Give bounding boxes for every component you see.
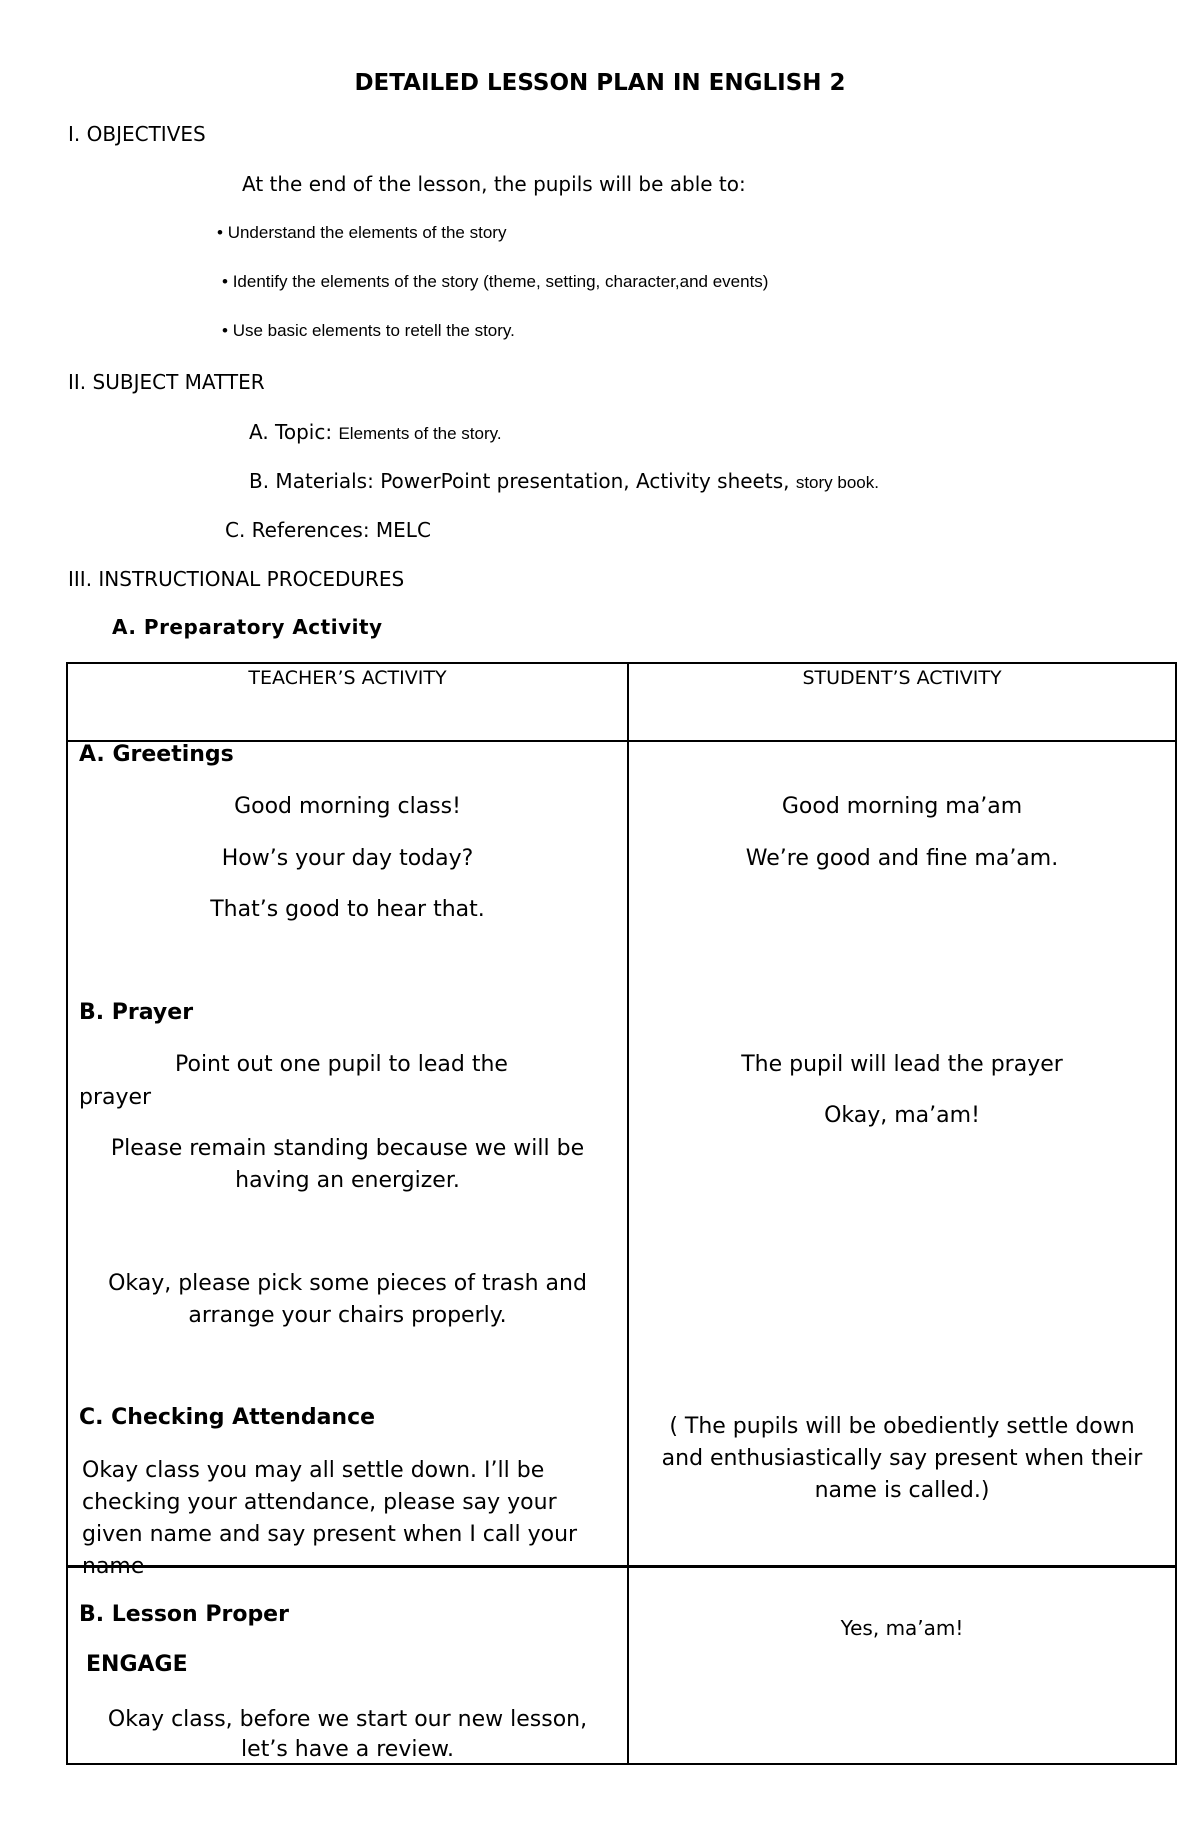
- prayer-teacher-2b: having an energizer.: [235, 1168, 460, 1193]
- prayer-heading: B. Prayer: [79, 1000, 194, 1025]
- greetings-student-1: Good morning ma’am: [781, 794, 1023, 819]
- attendance-heading: C. Checking Attendance: [79, 1405, 376, 1430]
- objective-bullet-3: [222, 321, 515, 341]
- page-title: DETAILED LESSON PLAN IN ENGLISH 2: [354, 70, 846, 96]
- lesson-teacher-1: Okay class, before we start our new lesson,: [107, 1707, 588, 1732]
- bullet-icon: •: [222, 272, 228, 291]
- bullet-icon: •: [217, 223, 223, 242]
- engage-heading: ENGAGE: [86, 1652, 188, 1677]
- objective-text: Understand the elements of the story: [227, 223, 507, 242]
- table-border-top: [66, 662, 1177, 664]
- greetings-student-2: We’re good and fine ma’am.: [745, 846, 1059, 871]
- table-border-left: [66, 662, 68, 1765]
- materials-label: B. Materials: PowerPoint presentation, Activity sheets,: [249, 469, 790, 493]
- topic-value: Elements of the story.: [338, 424, 502, 443]
- materials-line: [249, 469, 879, 493]
- attendance-teacher-1: Okay class you may all settle down. I’ll be: [82, 1458, 545, 1483]
- prayer-teacher-3b: arrange your chairs properly.: [188, 1303, 507, 1328]
- prayer-student-1: The pupil will lead the prayer: [741, 1052, 1063, 1077]
- prayer-teacher-1b: prayer: [79, 1085, 152, 1110]
- topic-line: [249, 420, 502, 444]
- header-teacher-activity: TEACHER’S ACTIVITY: [248, 667, 447, 689]
- bullet-icon: •: [222, 321, 228, 340]
- prayer-teacher-3a: Okay, please pick some pieces of trash and: [108, 1271, 587, 1296]
- preparatory-heading: A. Preparatory Activity: [112, 615, 383, 639]
- attendance-teacher-4: name: [82, 1554, 145, 1579]
- materials-extra: story book.: [795, 473, 879, 492]
- objective-text: Use basic elements to retell the story.: [232, 321, 515, 340]
- objectives-heading: I. OBJECTIVES: [68, 122, 206, 146]
- attendance-student-2: and enthusiastically say present when their: [661, 1446, 1143, 1471]
- attendance-student-3: name is called.): [814, 1478, 990, 1503]
- subject-matter-heading: II. SUBJECT MATTER: [68, 370, 265, 394]
- attendance-teacher-3: given name and say present when I call your: [82, 1522, 578, 1547]
- attendance-student-1: ( The pupils will be obediently settle down: [669, 1414, 1135, 1439]
- lesson-teacher-2: let’s have a review.: [241, 1737, 454, 1762]
- lesson-student-1: Yes, ma’am!: [840, 1616, 964, 1640]
- lesson-proper-heading: B. Lesson Proper: [79, 1602, 289, 1627]
- objective-text: Identify the elements of the story (theme, setting, character,and events): [232, 272, 769, 291]
- procedures-heading: III. INSTRUCTIONAL PROCEDURES: [68, 567, 405, 591]
- table-border-right: [1175, 662, 1177, 1765]
- objective-bullet-2: [222, 272, 768, 292]
- attendance-teacher-2: checking your attendance, please say your: [82, 1490, 557, 1515]
- table-section-divider: [66, 1565, 1177, 1568]
- prayer-teacher-2a: Please remain standing because we will be: [110, 1136, 585, 1161]
- greetings-teacher-2: How’s your day today?: [221, 846, 474, 871]
- greetings-teacher-1: Good morning class!: [234, 794, 461, 819]
- greetings-heading: A. Greetings: [79, 742, 234, 767]
- table-column-divider: [627, 662, 629, 1765]
- references-line: C. References: MELC: [225, 518, 431, 542]
- topic-label: A. Topic:: [249, 420, 333, 444]
- header-student-activity: STUDENT’S ACTIVITY: [802, 667, 1002, 689]
- objectives-intro: At the end of the lesson, the pupils will be able to:: [242, 172, 746, 196]
- greetings-teacher-3: That’s good to hear that.: [210, 897, 485, 922]
- objective-bullet-1: [217, 223, 506, 243]
- prayer-student-2: Okay, ma’am!: [824, 1103, 980, 1128]
- prayer-teacher-1a: Point out one pupil to lead the: [175, 1052, 508, 1077]
